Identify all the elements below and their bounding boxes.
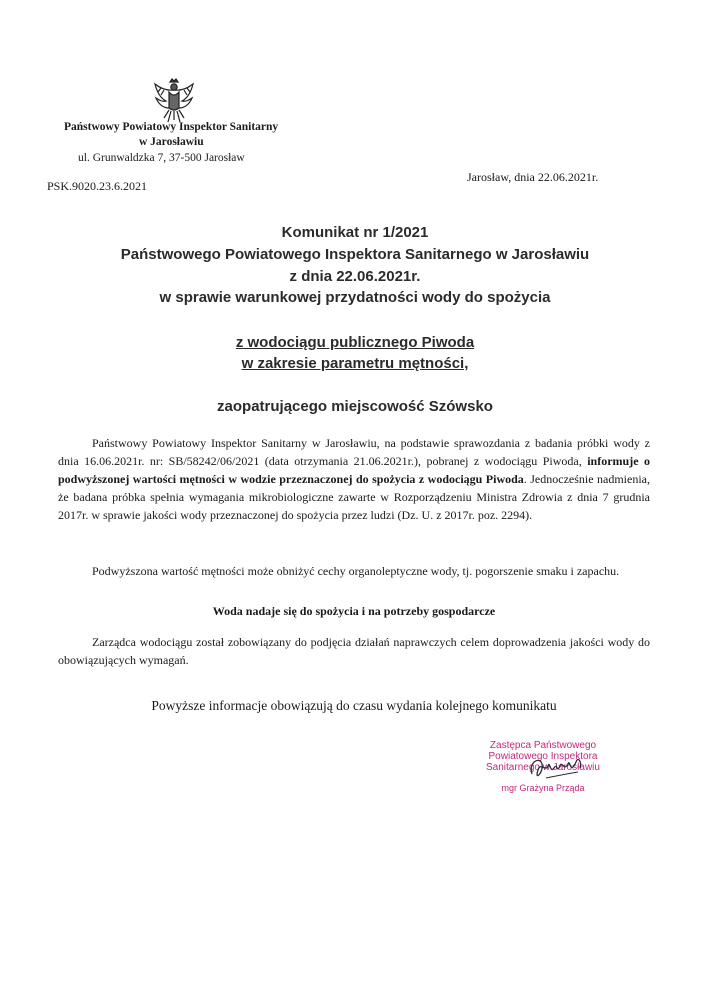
parameter-scope: w zakresie parametru mętności,: [241, 355, 469, 372]
handwritten-signature: [526, 752, 590, 786]
announcement-date: z dnia 22.06.2021r.: [289, 268, 421, 285]
office-name: Państwowy Powiatowy Inspektor Sanitarny: [64, 121, 279, 133]
body-paragraph-2: Podwyższona wartość mętności może obniżyć cechy organoleptyczne wody, tj. pogorszenie smaku i zapachu.: [92, 564, 620, 578]
announcement-subject: w sprawie warunkowej przydatności wody do spożycia: [159, 289, 551, 306]
supplied-locality: zaopatrującego miejscowość Szówsko: [217, 398, 493, 415]
office-city: w Jarosławiu: [139, 136, 204, 148]
announcement-issuer: Państwowego Powiatowego Inspektora Sanitarnego w Jarosławiu: [120, 246, 590, 263]
water-supply-name: z wodociągu publicznego Piwoda: [235, 334, 475, 351]
reference-number: PSK.9020.23.6.2021: [47, 179, 148, 193]
signatory-name: mgr Grażyna Prząda: [501, 783, 585, 793]
validity-note: Powyższe informacje obowiązują do czasu wydania kolejnego komunikatu: [151, 698, 557, 713]
place-and-date: Jarosław, dnia 22.06.2021r.: [467, 170, 599, 184]
body-paragraph-1-bold: informuje o podwyższonej wartości mętności w wodzie przeznaczonej do spożycia z wodociągu Piwoda: [58, 454, 650, 486]
stamp-line-1: Zastępca Państwowego: [489, 740, 597, 751]
office-address: ul. Grunwaldzka 7, 37-500 Jarosław: [78, 152, 245, 164]
announcement-title: Komunikat nr 1/2021: [281, 224, 429, 241]
body-paragraph-1: Państwowy Powiatowy Inspektor Sanitarny w Jarosławiu, na podstawie sprawozdania z badania próbki wody z dnia 16.06.2021r. nr: SB/58242/06/2021 (data otrzymania 21.06.2021r.), pobranej z wodociągu Piwoda, informuje o podwyższonej wartości mętności w wodzie przeznaczonej do spożycia z wodociągu Piwoda. Jednocześnie nadmienia, że badana próbka spełnia wymagania mikrobiologiczne zawarte w Rozporządzeniu Ministra Zdrowia z dnia 7 grudnia 2017r. w sprawie jakości wody przeznaczonej do spożycia przez ludzi (Dz. U. z 2017r. poz. 2294).: [58, 436, 650, 522]
drinkability-statement: Woda nadaje się do spożycia i na potrzeby gospodarcze: [212, 604, 496, 618]
body-paragraph-3: Zarządca wodociągu został zobowiązany do podjęcia działań naprawczych celem doprowadzenia jakości wody do obowiązujących wymagań.: [58, 635, 650, 667]
stamp-line-2: Powiatowego Inspektora: [488, 751, 598, 762]
stamp-line-3: Sanitarnego w Jarosławiu: [486, 762, 600, 773]
